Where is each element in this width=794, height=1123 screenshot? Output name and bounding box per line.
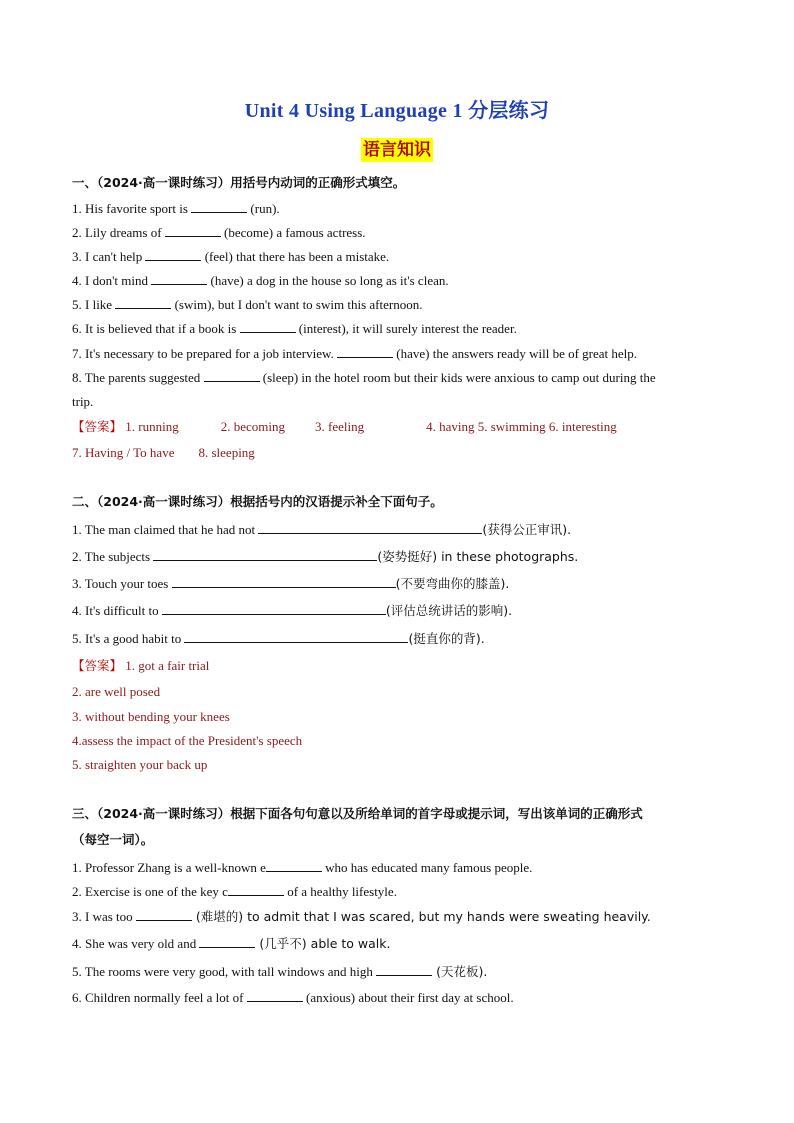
s2-answer-2: 2. are well posed bbox=[72, 684, 161, 699]
s1-item-2: 2. Lily dreams of (become) a famous actress. bbox=[72, 225, 366, 240]
s2-answer-3: 3. without bending your knees bbox=[72, 709, 230, 724]
s1-item-5: 5. I like (swim), but I don't want to swim this afternoon. bbox=[72, 297, 423, 312]
answer-7: 7. Having / To have bbox=[72, 445, 175, 460]
answer-blank[interactable] bbox=[153, 548, 377, 561]
answer-blank[interactable] bbox=[204, 369, 260, 382]
s2-item-4: 4. It's difficult to (评估总统讲话的影响). bbox=[72, 603, 513, 618]
s2-item-2: 2. The subjects (姿势挺好) in these photographs. bbox=[72, 549, 579, 564]
s3-item-1: 1. Professor Zhang is a well-known e who has educated many famous people. bbox=[72, 860, 533, 875]
s1-item-3: 3. I can't help (feel) that there has been a mistake. bbox=[72, 249, 390, 264]
s3-item-2: 2. Exercise is one of the key c of a healthy lifestyle. bbox=[72, 884, 397, 899]
answer-blank[interactable] bbox=[115, 296, 171, 309]
section3-heading: 三、（2024·高一课时练习）根据下面各句句意以及所给单词的首字母或提示词，写出该单词的正确形式 bbox=[72, 806, 643, 821]
answer-blank[interactable] bbox=[172, 575, 396, 588]
answer-blank[interactable] bbox=[266, 859, 322, 872]
s1-item-8: 8. The parents suggested (sleep) in the hotel room but their kids were anxious to camp out during the bbox=[72, 370, 656, 385]
s1-item-6: 6. It is believed that if a book is (interest), it will surely interest the reader. bbox=[72, 321, 517, 336]
s3-item-4: 4. She was very old and (几乎不) able to walk. bbox=[72, 936, 391, 951]
s2-answer-5: 5. straighten your back up bbox=[72, 757, 208, 772]
answer-blank[interactable] bbox=[145, 248, 201, 261]
answer-4-6: 4. having 5. swimming 6. interesting bbox=[426, 419, 617, 434]
answer-blank[interactable] bbox=[337, 345, 393, 358]
answer-3: 3. feeling bbox=[314, 419, 365, 434]
s3-item-6: 6. Children normally feel a lot of (anxious) about their first day at school. bbox=[72, 990, 514, 1005]
answer-blank[interactable] bbox=[191, 200, 247, 213]
s2-answer-4: 4.assess the impact of the President's speech bbox=[72, 733, 303, 748]
section-subtitle: 语言知识 bbox=[363, 140, 431, 160]
answer-1: 1. running bbox=[125, 419, 179, 434]
s2-item-1: 1. The man claimed that he had not (获得公正审讯). bbox=[72, 522, 572, 537]
section2-heading: 二、（2024·高一课时练习）根据括号内的汉语提示补全下面句子。 bbox=[72, 494, 443, 509]
s1-item-4: 4. I don't mind (have) a dog in the house so long as it's clean. bbox=[72, 273, 449, 288]
section3-heading-cont: （每空一词）。 bbox=[72, 832, 154, 847]
answer-blank[interactable] bbox=[199, 935, 255, 948]
answer-blank[interactable] bbox=[376, 963, 432, 976]
s1-answers-row2 bbox=[72, 444, 722, 462]
answer-blank[interactable] bbox=[136, 908, 192, 921]
answer-blank[interactable] bbox=[240, 320, 296, 333]
s3-item-3: 3. I was too (难堪的) to admit that I was scared, but my hands were sweating heavily. bbox=[72, 909, 651, 924]
answer-blank[interactable] bbox=[258, 521, 482, 534]
answer-blank[interactable] bbox=[184, 630, 408, 643]
answer-8: 8. sleeping bbox=[198, 445, 255, 460]
s2-item-3: 3. Touch your toes (不要弯曲你的膝盖). bbox=[72, 576, 510, 591]
s1-item-8-cont: trip. bbox=[72, 394, 94, 409]
answer-blank[interactable] bbox=[228, 883, 284, 896]
s1-answers-row1 bbox=[72, 418, 722, 436]
s1-item-1: 1. His favorite sport is (run). bbox=[72, 201, 280, 216]
page-title: Unit 4 Using Language 1 分层练习 bbox=[244, 100, 550, 122]
answer-blank[interactable] bbox=[151, 272, 207, 285]
answer-blank[interactable] bbox=[247, 989, 303, 1002]
answer-blank[interactable] bbox=[162, 602, 386, 615]
answer-2: 2. becoming bbox=[220, 419, 285, 434]
s2-answer-1: 【答案】 1. got a fair trial bbox=[72, 658, 210, 673]
answer-blank[interactable] bbox=[165, 224, 221, 237]
section1-heading: 一、（2024·高一课时练习）用括号内动词的正确形式填空。 bbox=[72, 175, 406, 190]
s1-item-7: 7. It's necessary to be prepared for a job interview. (have) the answers ready will be of great help. bbox=[72, 346, 638, 361]
s3-item-5: 5. The rooms were very good, with tall windows and high (天花板). bbox=[72, 964, 488, 979]
s2-item-5: 5. It's a good habit to (挺直你的背). bbox=[72, 631, 485, 646]
answer-tag: 【答案】 bbox=[72, 658, 123, 673]
answer-tag: 【答案】 bbox=[72, 419, 123, 434]
